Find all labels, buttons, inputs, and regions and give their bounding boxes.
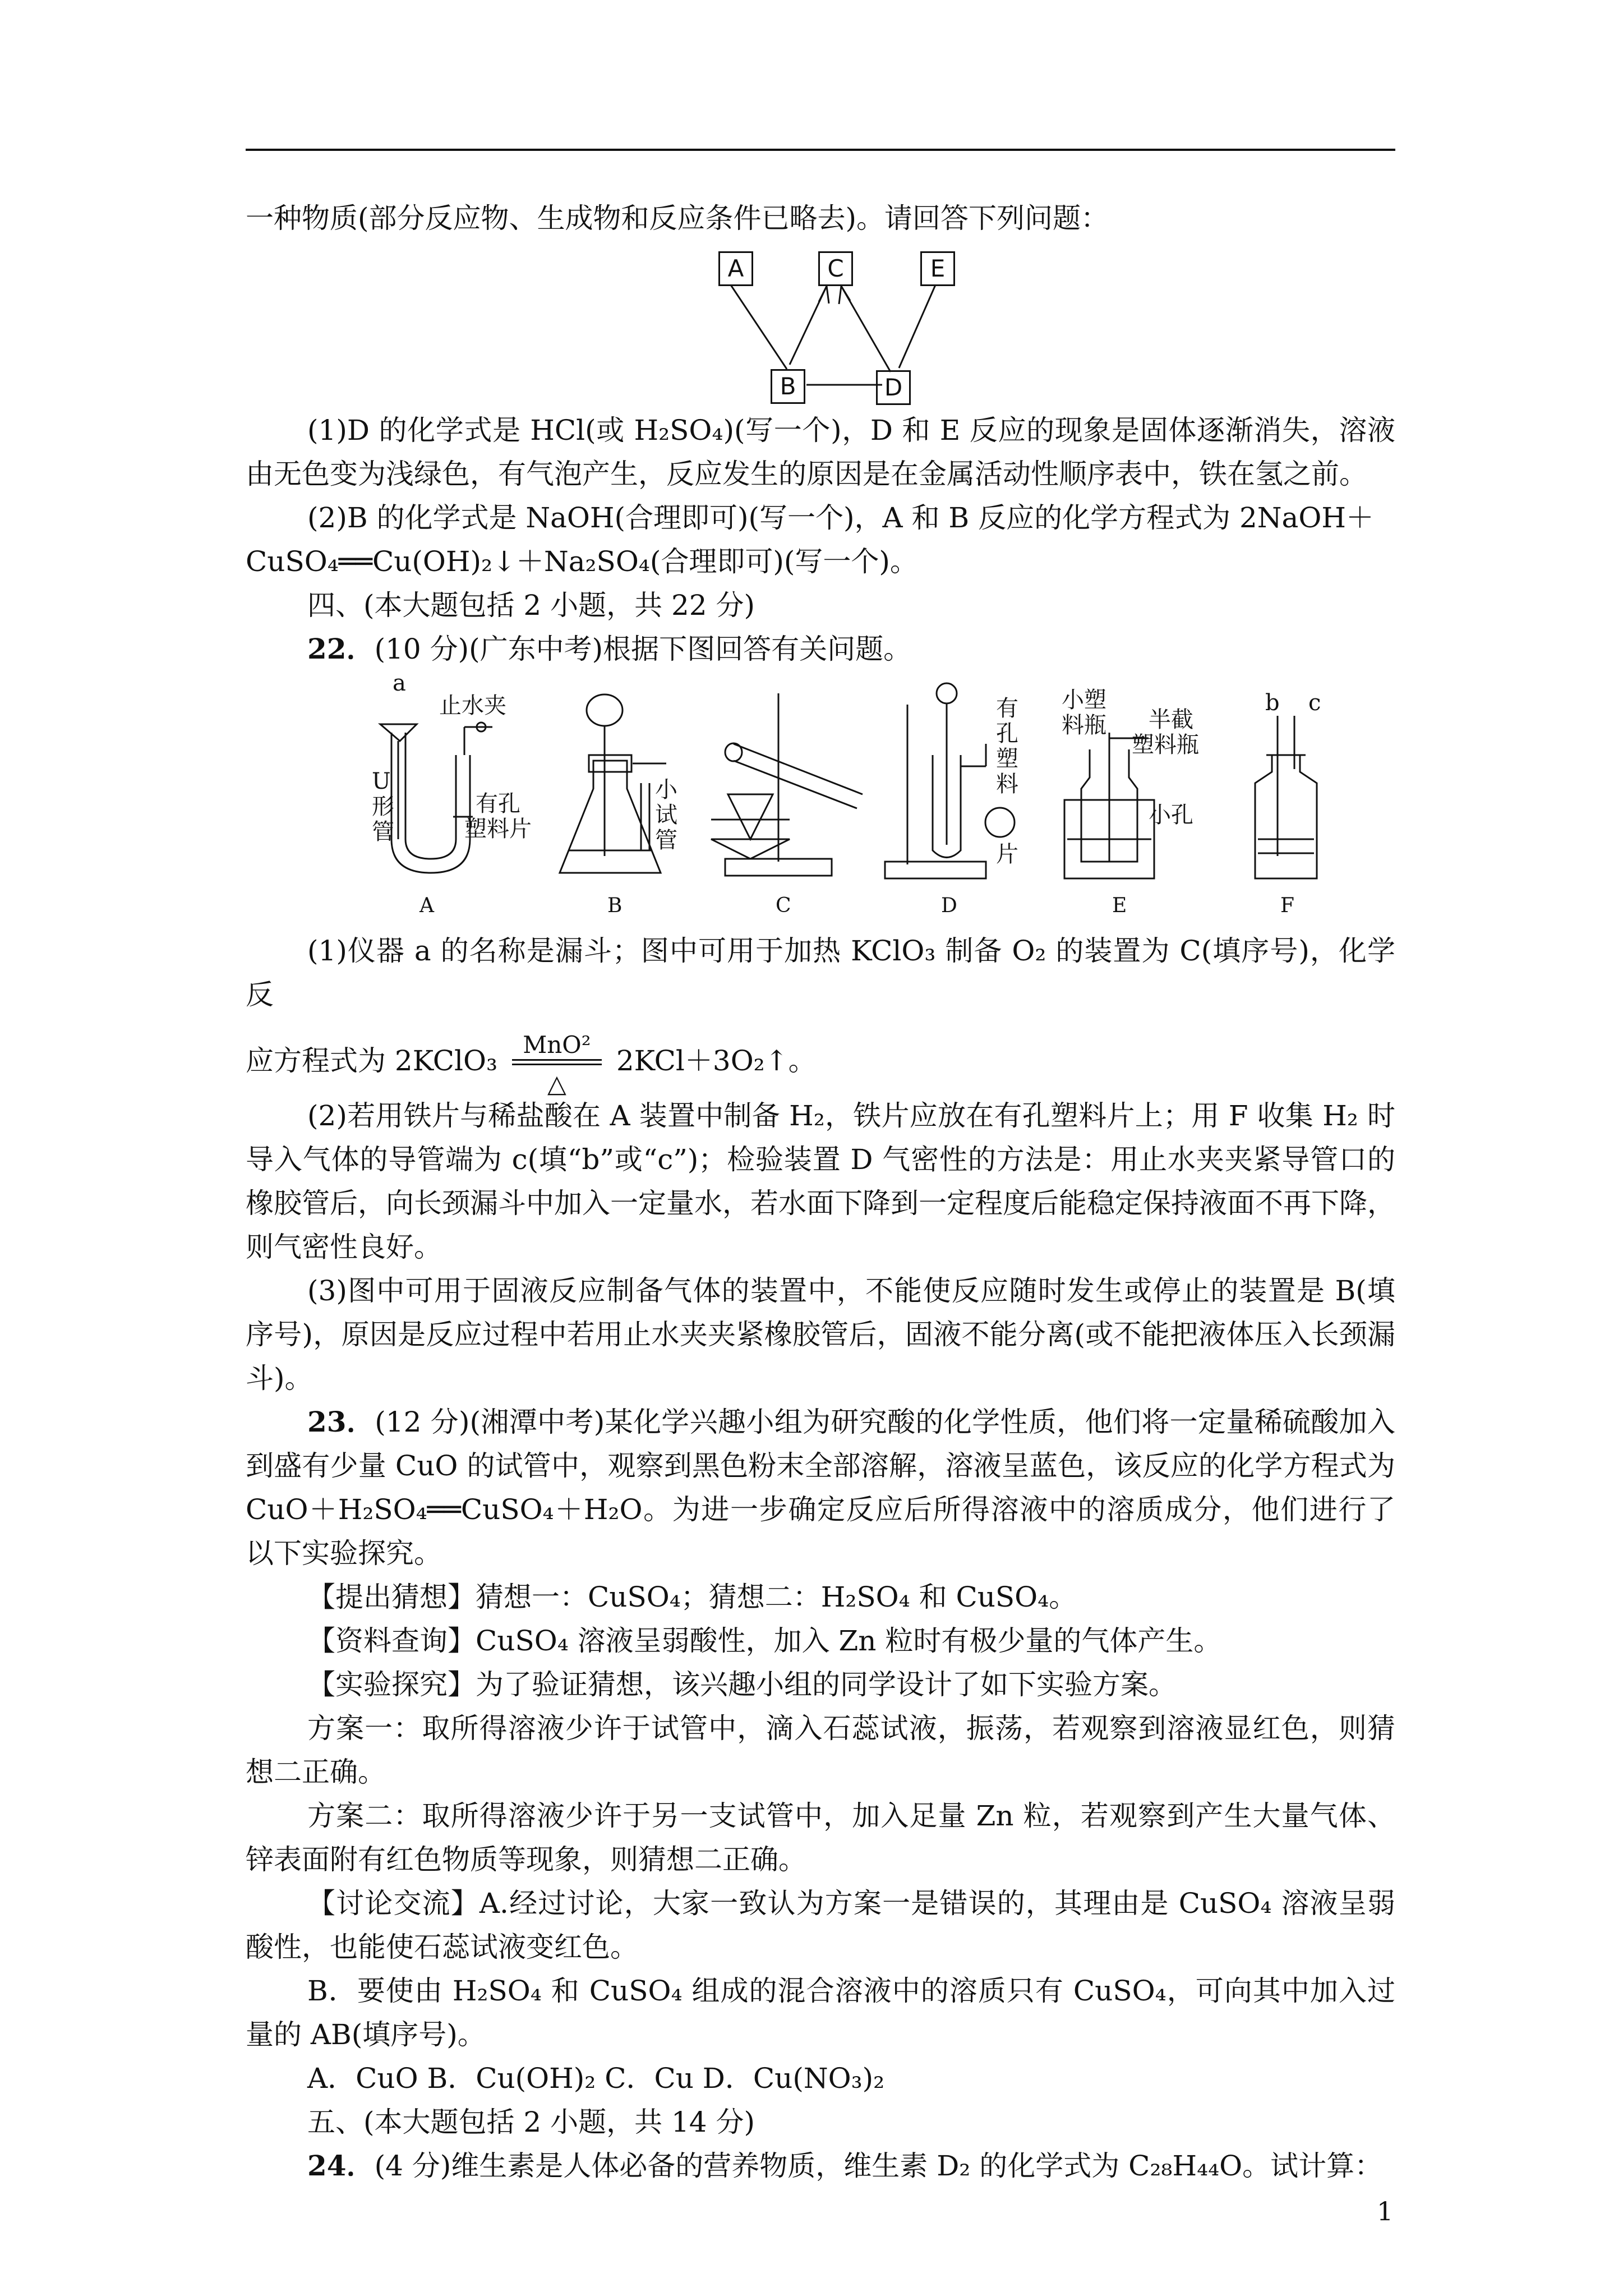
q22-title — [246, 627, 1395, 671]
q23-intro-text: (12 分)(湘潭中考)某化学兴趣小组为研究酸的化学性质，他们将一定量稀硫酸加入到盛有少量 CuO 的试管中，观察到黑色粉末全部溶解，溶液呈蓝色，该反应的化学方程式为 CuO＋H₂SO₄══CuSO₄＋H₂O。为进一步确定反应后所得溶液中的溶质成分，他们进行了以下实验探究。 — [246, 1406, 1395, 1570]
label-e3: 半截 — [1149, 707, 1193, 733]
q23-discuss-b: B．要使由 H₂SO₄ 和 CuSO₄ 组成的混合溶液中的溶质只有 CuSO₄，可向其中加入过量的 AB(填序号)。 — [246, 1975, 1395, 2051]
q23-plan2: 方案二：取所得溶液少许于另一支试管中，加入足量 Zn 粒，若观察到产生大量气体、锌表面附有红色物质等现象，则猜想二正确。 — [246, 1800, 1395, 1876]
q21-part2a: (2)B 的化学式是 NaOH(合理即可)(写一个)，A 和 B 反应的化学方程式为 2NaOH＋ — [307, 501, 1374, 534]
label-e1: 小塑 — [1062, 687, 1106, 713]
reaction-condition — [506, 1031, 607, 1098]
label-suliaopian: 塑料片 — [464, 816, 532, 842]
label-e4: 塑料瓶 — [1132, 732, 1199, 758]
section-five-heading: 五、(本大题包括 2 小题，共 14 分) — [307, 2106, 755, 2138]
connector-a-b — [731, 285, 787, 369]
q22-part2: (2)若用铁片与稀盐酸在 A 装置中制备 H₂，铁片应放在有孔塑料片上；用 F 收集 H₂ 时导入气体的导管端为 c(填“b”或“c”)；检验装置 D 气密性的方法是：用止水夹夹紧导管口的橡胶管后，向长颈漏斗中加入一定量水，若水面下降到一定程度后能稳定保持液面不再下降，则气密性良好。 — [246, 1099, 1395, 1263]
apparatus-label-a: A — [419, 894, 434, 917]
catalyst-label: MnO² — [523, 1031, 591, 1059]
q24-number: 24． — [307, 2149, 375, 2182]
connector-d-e — [899, 285, 935, 368]
q23-intro — [246, 1400, 1395, 1575]
document-body — [246, 196, 1395, 2188]
label-guan2: 管 — [655, 827, 677, 853]
q23-info: 【资料查询】CuSO₄ 溶液呈弱酸性，加入 Zn 粒时有极少量的气体产生。 — [307, 1625, 1222, 1657]
apparatus-label-b: B — [607, 894, 623, 917]
label-youkong: 有孔 — [476, 791, 520, 817]
q21-part1: (1)D 的化学式是 HCl(或 H₂SO₄)(写一个)，D 和 E 反应的现象是固体逐渐消失，溶液由无色变为浅绿色，有气泡产生，反应发生的原因是在金属活动性顺序表中，铁在氢之前。 — [246, 414, 1395, 490]
q21-part2b: CuSO₄══Cu(OH)₂↓＋Na₂SO₄(合理即可)(写一个)。 — [246, 545, 918, 578]
label-d3: 塑 — [996, 746, 1018, 772]
reaction-flow-diagram — [246, 240, 1395, 401]
label-xiao: 小 — [655, 777, 677, 803]
label-u: U — [372, 769, 391, 794]
q23-plan1: 方案一：取所得溶液少许于试管中，滴入石蕊试液，振荡，若观察到溶液显红色，则猜想二正确。 — [246, 1712, 1395, 1788]
label-zhishuijia: 止水夹 — [439, 693, 506, 719]
apparatus-drawing — [246, 670, 1395, 917]
page-number: 1 — [1377, 2196, 1394, 2226]
apparatus-label-d: D — [941, 894, 957, 917]
label-xing: 形 — [372, 794, 394, 820]
q24-title — [246, 2144, 1395, 2188]
q23-guess: 【提出猜想】猜想一：CuSO₄；猜想二：H₂SO₄ 和 CuSO₄。 — [307, 1581, 1077, 1613]
label-a-funnel: a — [393, 670, 406, 696]
q22-number: 22． — [307, 632, 375, 665]
q23-options: A．CuO B．Cu(OH)₂ C．Cu D．Cu(NO₃)₂ — [307, 2062, 885, 2095]
label-e5: 小孔 — [1149, 802, 1193, 828]
label-d2: 孔 — [996, 721, 1018, 747]
box-d: D — [876, 370, 911, 405]
box-c: C — [818, 251, 853, 286]
q22-title-text: (10 分)(广东中考)根据下图回答有关问题。 — [374, 633, 912, 665]
label-d1: 有 — [996, 696, 1018, 721]
box-e: E — [920, 251, 955, 286]
apparatus-label-f: F — [1280, 894, 1294, 917]
label-fc: c — [1308, 690, 1321, 716]
label-d4: 料 — [996, 771, 1018, 797]
q23-discuss-a: 【讨论交流】A.经过讨论，大家一致认为方案一是错误的，其理由是 CuSO₄ 溶液呈弱酸性，也能使石蕊试液变红色。 — [246, 1887, 1395, 1963]
box-b: B — [771, 369, 805, 404]
q23-number: 23． — [307, 1405, 375, 1438]
intro-line: 一种物质(部分反应物、生成物和反应条件已略去)。请回答下列问题： — [246, 202, 1109, 234]
q22-part1a: (1)仪器 a 的名称是漏斗；图中可用于加热 KClO₃ 制备 O₂ 的装置为 C(填序号)，化学反 — [246, 935, 1395, 1011]
header-rule — [246, 149, 1395, 151]
section-four-heading: 四、(本大题包括 2 小题，共 22 分) — [307, 589, 755, 622]
apparatus-label-c: C — [776, 894, 791, 917]
label-d5: 片 — [996, 841, 1018, 867]
box-a: A — [718, 251, 753, 286]
q22-part1b — [246, 1031, 1395, 1098]
label-shi: 试 — [655, 802, 677, 828]
q24-text: (4 分)维生素是人体必备的营养物质，维生素 D₂ 的化学式为 C₂₈H₄₄O。试计算： — [374, 2150, 1383, 2182]
equation-right: 2KCl＋3O₂↑。 — [616, 1045, 817, 1077]
q23-explore: 【实验探究】为了验证猜想，该兴趣小组的同学设计了如下实验方案。 — [307, 1668, 1177, 1701]
q22-part3: (3)图中可用于固液反应制备气体的装置中，不能使反应随时发生或停止的装置是 B(填序号)，原因是反应过程中若用止水夹夹紧橡胶管后，固液不能分离(或不能把液体压入长颈漏斗)。 — [246, 1274, 1395, 1395]
apparatus-figure — [246, 670, 1395, 917]
u-tube — [391, 733, 470, 873]
label-guan: 管 — [372, 819, 394, 845]
equation-left: 应方程式为 2KClO₃ — [246, 1045, 497, 1077]
heat-symbol: △ — [547, 1070, 566, 1098]
label-fb: b — [1265, 690, 1280, 716]
label-e2: 料瓶 — [1062, 712, 1106, 738]
apparatus-label-e: E — [1112, 894, 1127, 917]
